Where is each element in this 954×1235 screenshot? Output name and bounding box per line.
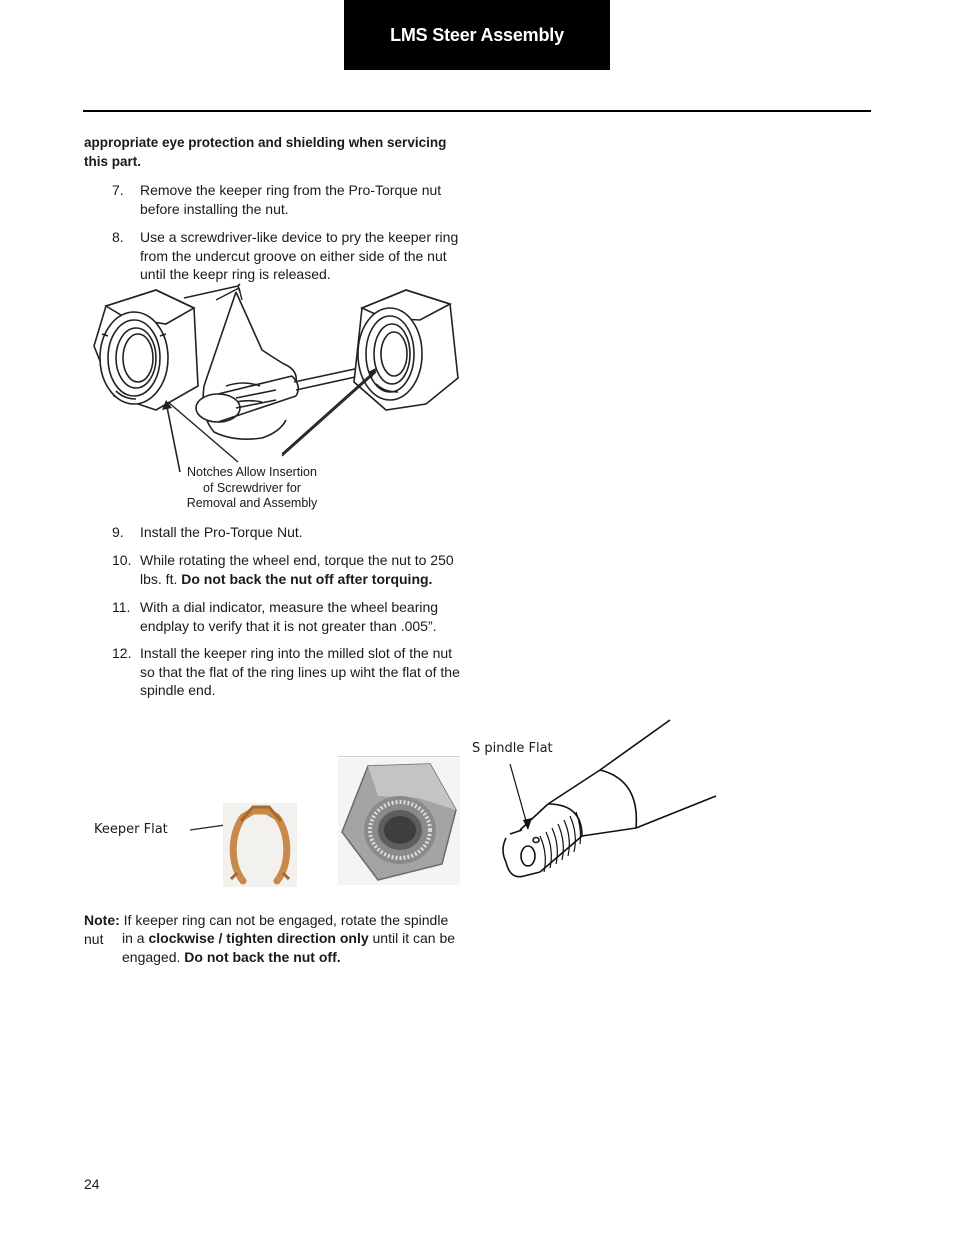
note-line-2: until it can be engaged.	[122, 930, 456, 965]
step-text: Install the keeper ring into the milled slot of the nut so that the flat of the ring lines up wiht the flat of the spindle end.	[140, 645, 460, 698]
step-number: 8.	[112, 229, 124, 245]
step-text: Install the Pro-Torque Nut.	[140, 524, 303, 540]
step-number: 11.	[112, 599, 131, 615]
step-number: 12.	[112, 645, 132, 661]
note-line-1-tail: in a	[122, 930, 149, 946]
keeper-flat-label: Keeper Flat	[94, 822, 168, 837]
note-label-text: Note:	[84, 912, 120, 928]
note-line-1: If keeper ring can not be engaged, rotate the spindle nut	[84, 912, 449, 947]
note-continuation	[122, 929, 472, 966]
step-text: Use a screwdriver-like device to pry the keeper ring from the undercut groove on either side of the nut until the keepr ring is released.	[140, 229, 459, 282]
step-text: Remove the keeper ring from the Pro-Torque nut before installing the nut.	[140, 182, 442, 217]
warning-continuation: appropriate eye protection and shielding when servicing this part.	[84, 135, 447, 169]
page-number: 24	[84, 1176, 100, 1192]
step-number: 10.	[112, 552, 132, 568]
note-bold-warning: Do not back the nut off.	[184, 948, 341, 965]
step-warning: Do not back the nut off after torquing.	[181, 570, 433, 587]
spindle-flat-label: S pindle Flat	[472, 741, 553, 756]
note-bold-direction: clockwise / tighten direction only	[148, 930, 369, 946]
figure1-caption: Notches Allow Insertion of Screwdriver for Removal and Assembly	[186, 465, 318, 510]
step-text: With a dial indicator, measure the wheel bearing endplay to verify that it is not greater than .005”.	[140, 599, 439, 634]
step-number: 9.	[112, 524, 124, 540]
step-number: 7.	[112, 182, 124, 198]
section-title: LMS Steer Assembly	[390, 24, 564, 45]
step-text: While rotating the wheel end, torque the nut to 250 lbs. ft.	[140, 552, 454, 587]
